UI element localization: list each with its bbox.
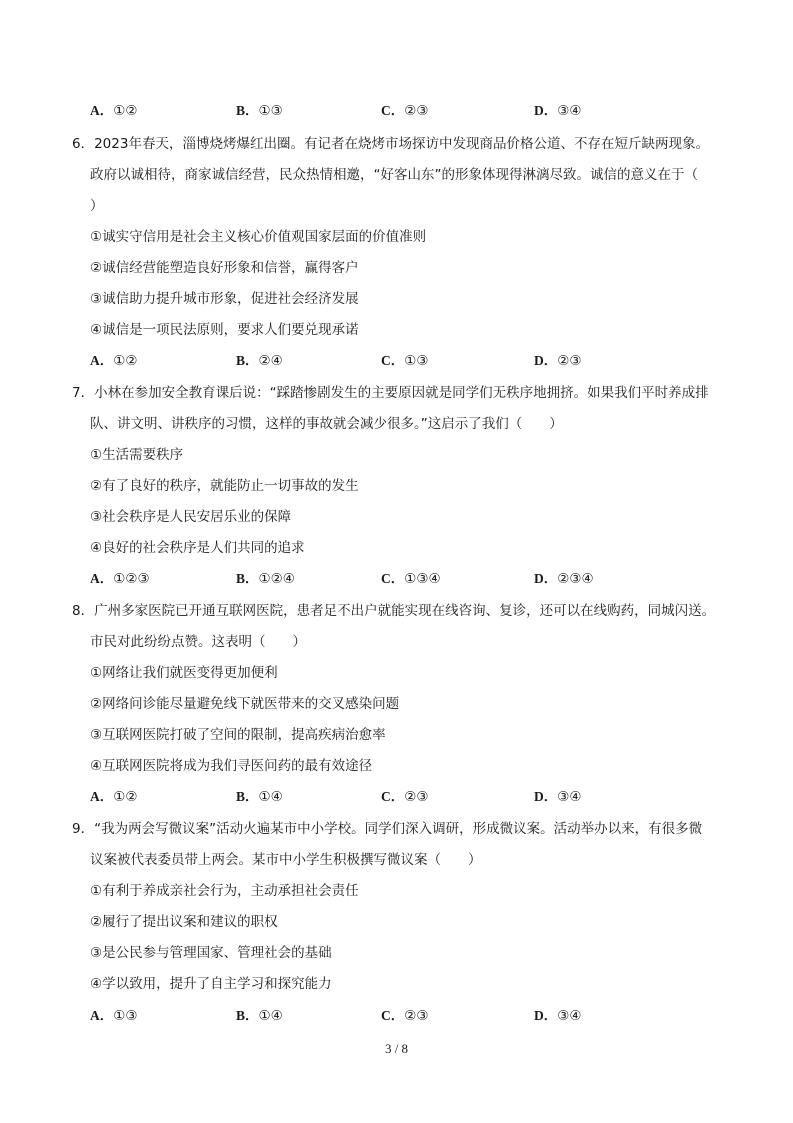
option-b: B．①②④ <box>236 571 295 587</box>
option-d: D．②③④ <box>534 571 594 587</box>
option-a: A．①② <box>90 789 138 805</box>
q7-item-2: ②有了良好的秩序，就能防止一切事故的发生 <box>90 478 359 494</box>
q7-stem-line-1: 7．小林在参加安全教育课后说：“踩踏惨剧发生的主要原因就是同学们无秩序地拥挤。如果我们平时养成排 <box>72 385 709 401</box>
q9-stem-line-2: 议案被代表委员带上两会。某市中小学生积极撰写微议案（ ） <box>90 852 482 868</box>
q7-item-1: ①生活需要秩序 <box>90 447 184 463</box>
q9-item-4: ④学以致用，提升了自主学习和探究能力 <box>90 976 332 992</box>
q6-item-1: ①诚实守信用是社会主义核心价值观国家层面的价值准则 <box>90 229 427 245</box>
q7-item-3: ③社会秩序是人民安居乐业的保障 <box>90 509 292 525</box>
q6-stem-line-3: ） <box>90 198 104 214</box>
page-number: 3 / 8 <box>384 1041 409 1056</box>
q6-stem-line-2: 政府以诚相待，商家诚信经营，民众热情相邀，“好客山东”的形象体现得淋漓尽致。诚信的意义在于（ <box>90 167 698 183</box>
q8-stem-line-1: 8．广州多家医院已开通互联网医院，患者足不出户就能实现在线咨询、复诊，还可以在线购药，同城闪送。 <box>72 603 716 619</box>
option-a: A．①③ <box>90 1008 138 1024</box>
option-d: D．③④ <box>534 103 582 119</box>
option-c: C．②③ <box>381 1008 429 1024</box>
option-c: C．①③④ <box>381 571 441 587</box>
q8-item-2: ②网络问诊能尽量避免线下就医带来的交叉感染问题 <box>90 696 400 712</box>
q8-item-1: ①网络让我们就医变得更加便利 <box>90 665 278 681</box>
q9-item-2: ②履行了提出议案和建议的职权 <box>90 914 278 930</box>
option-d: D．③④ <box>534 1008 582 1024</box>
q8-item-4: ④互联网医院将成为我们寻医问药的最有效途径 <box>90 758 373 774</box>
option-b: B．①④ <box>236 1008 283 1024</box>
option-d: D．③④ <box>534 789 582 805</box>
q6-stem-line-1: 6．2023年春天，淄博烧烤爆红出圈。有记者在烧烤市场探访中发现商品价格公道、不存在短斤缺两现象。 <box>72 136 709 152</box>
q9-item-1: ①有利于养成亲社会行为，主动承担社会责任 <box>90 883 359 899</box>
q6-item-2: ②诚信经营能塑造良好形象和信誉，赢得客户 <box>90 260 359 276</box>
option-a: A．①② <box>90 103 138 119</box>
option-c: C．②③ <box>381 789 429 805</box>
option-b: B．②④ <box>236 353 283 369</box>
option-d: D．②③ <box>534 353 582 369</box>
option-a: A．①②③ <box>90 571 150 587</box>
q7-stem-line-2: 队、讲文明、讲秩序的习惯，这样的事故就会减少很多。”这启示了我们（ ） <box>90 416 563 432</box>
option-c: C．①③ <box>381 353 429 369</box>
q6-item-3: ③诚信助力提升城市形象，促进社会经济发展 <box>90 291 359 307</box>
option-c: C．②③ <box>381 103 429 119</box>
q7-item-4: ④良好的社会秩序是人们共同的追求 <box>90 540 305 556</box>
q9-item-3: ③是公民参与管理国家、管理社会的基础 <box>90 945 332 961</box>
q9-stem-line-1: 9．“我为两会写微议案”活动火遍某市中小学校。同学们深入调研，形成微议案。活动举办以来，有很多微 <box>72 821 703 837</box>
q6-item-4: ④诚信是一项民法原则，要求人们要兑现承诺 <box>90 322 359 338</box>
q8-item-3: ③互联网医院打破了空间的限制，提高疾病治愈率 <box>90 727 386 743</box>
option-b: B．①③ <box>236 103 283 119</box>
option-a: A．①② <box>90 353 138 369</box>
q8-stem-line-2: 市民对此纷纷点赞。这表明（ ） <box>90 634 306 650</box>
option-b: B．①④ <box>236 789 283 805</box>
